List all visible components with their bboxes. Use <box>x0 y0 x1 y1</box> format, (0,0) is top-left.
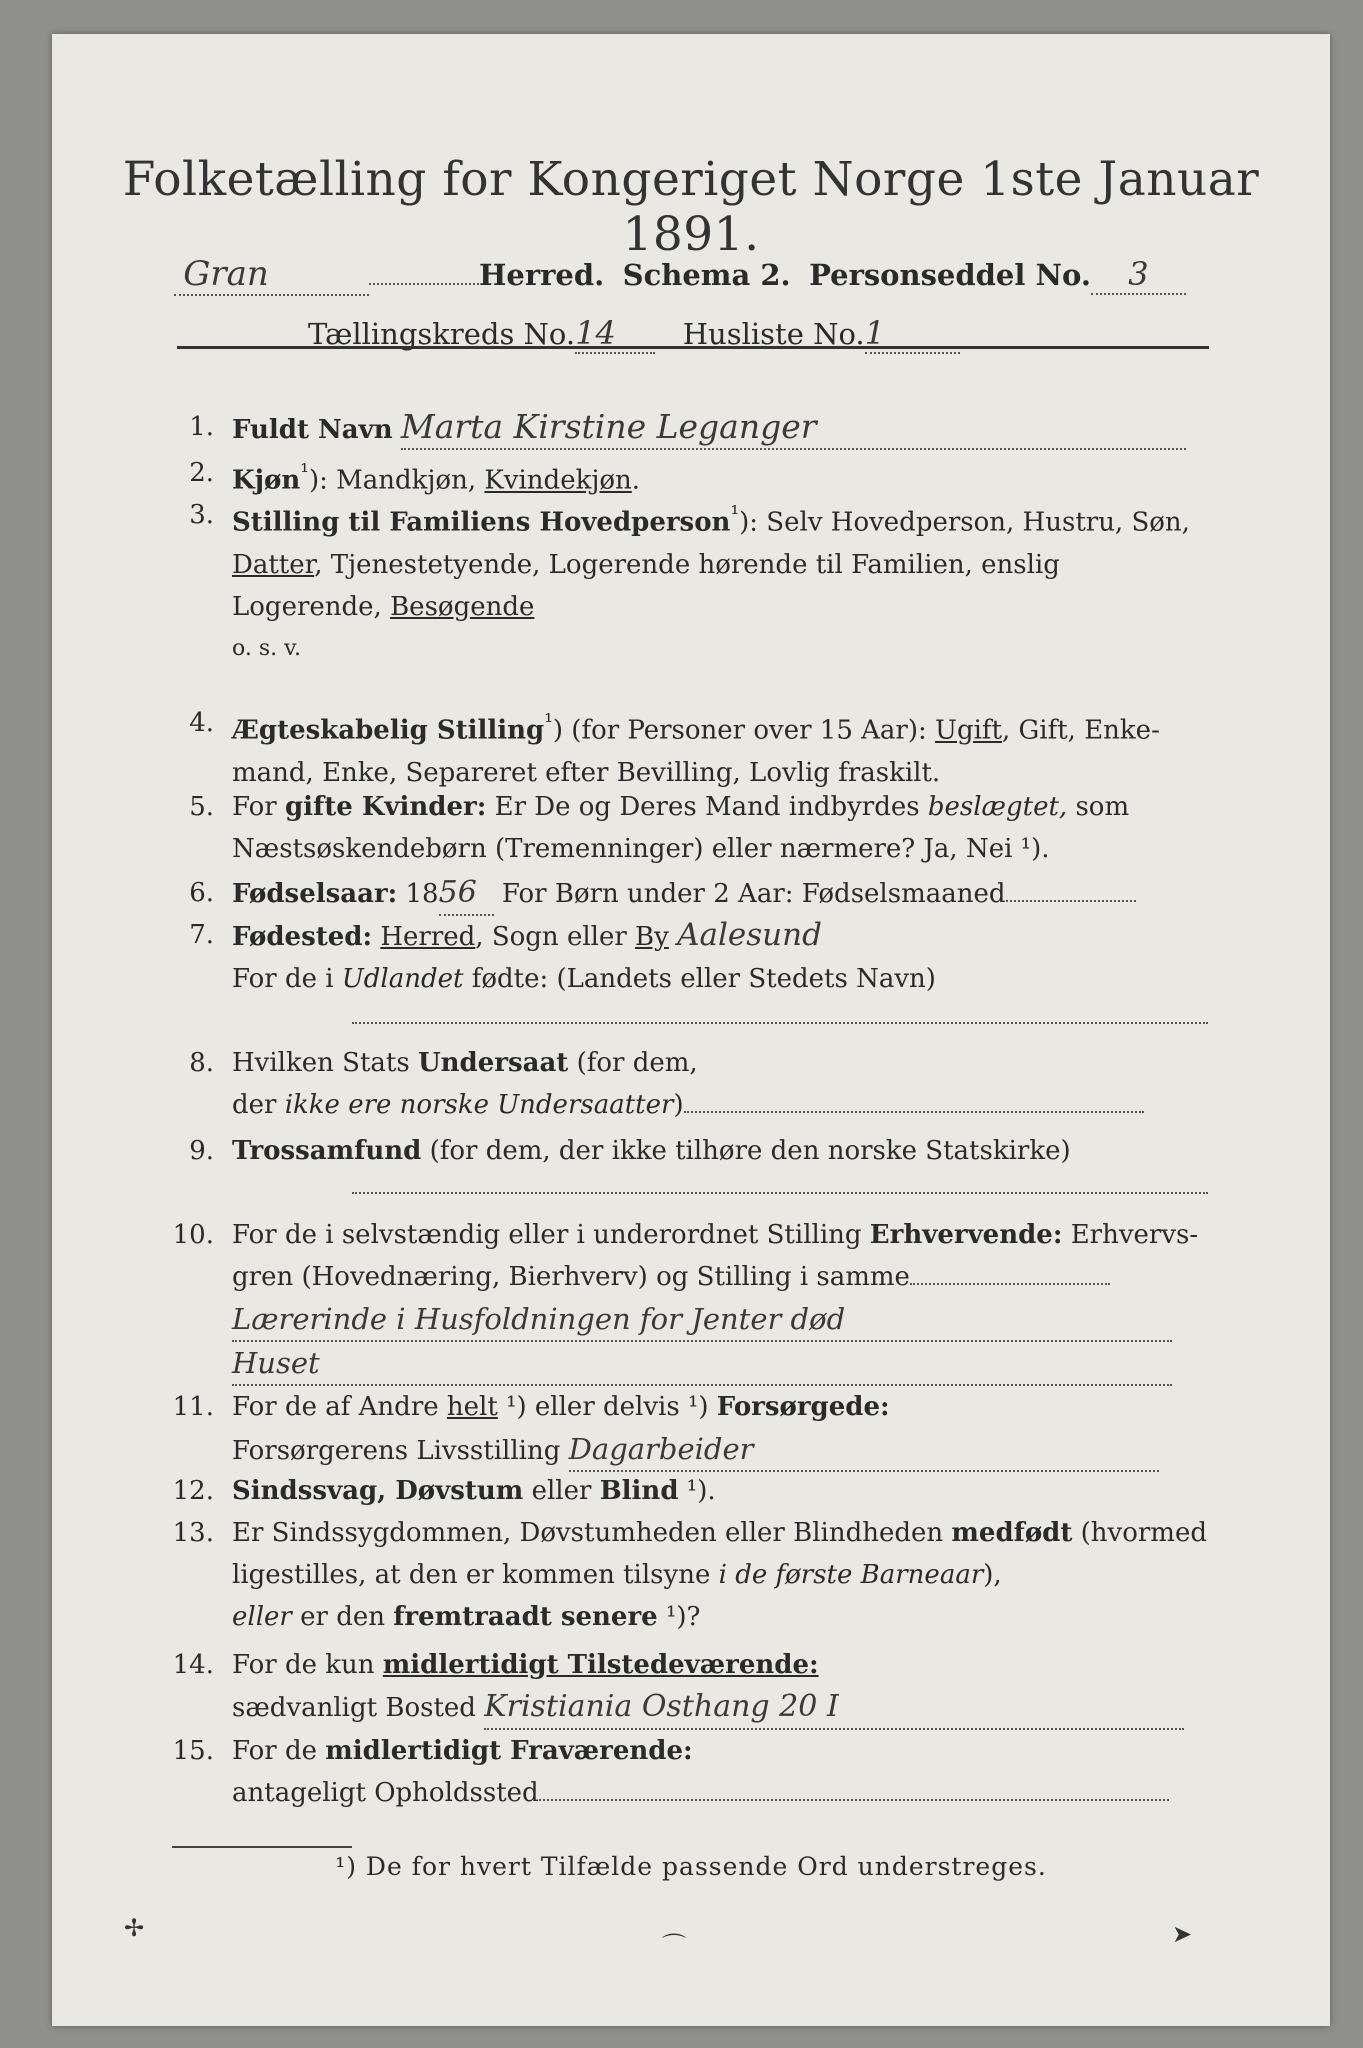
full-name-value: Marta Kirstine Leganger <box>401 406 1186 450</box>
item-9: 9. Trossamfund (for dem, der ikke tilhøre den norske Statskirke) <box>189 1136 1071 1166</box>
birth-year-value: 56 <box>439 872 494 916</box>
header-line-1 <box>174 254 1186 296</box>
item-5: 5. For gifte Kvinder: Er De og Deres Mand indbyrdes beslægtet, som Næstsøskendebørn (Tremenninger) eller nærmere? Ja, Nei ¹). <box>189 792 1130 864</box>
margin-mark-center: ⌒ <box>662 1932 686 1960</box>
taellingskreds-value: 14 <box>575 314 616 352</box>
birthplace-value: Aalesund <box>677 917 822 953</box>
item-2: 2. Kjøn$^{^1}$): Mandkjøn, Kvindekjøn. <box>189 458 641 496</box>
item-7: 7. Fødested: Herred, Sogn eller By Aalesund For de i Udlandet fødte: (Landets eller Stedets Navn) <box>189 917 936 994</box>
item-8: 8. Hvilken Stats Undersaat (for dem, der ikke ere norske Undersaatter) <box>172 1042 1217 1132</box>
item-10: 10. For de i selvstændig eller i underordnet Stilling Erhvervende: Erhvervs- gren (Hovednæring, Bierhverv) og Stilling i samme Lærerinde i Husfoldningen for Jenter død Huset <box>172 1214 1217 1384</box>
item-14: 14. For de kun midlertidigt Tilstedeværende: sædvanligt Bosted Kristiania Osthang 20 I <box>172 1644 1217 1734</box>
occupation-value-1: Lærerinde i Husfoldningen for Jenter død <box>232 1298 1172 1342</box>
item-1: 1. Fuldt Navn Marta Kirstine Leganger <box>172 406 1217 450</box>
herred-value: Gran <box>183 254 269 294</box>
item-6: 6. Fødselsaar: 1856 For Børn under 2 Aar: Fødselsmaaned <box>172 872 1217 916</box>
personseddel-label: Personseddel No. <box>809 258 1091 292</box>
item-12: 12. Sindssvag, Døvstum eller Blind ¹). <box>172 1476 716 1506</box>
form-title: Folketælling for Kongeriget Norge 1ste Januar 1891. <box>122 152 1260 262</box>
husliste-value: 1 <box>864 314 885 352</box>
personseddel-value: 3 <box>1128 255 1149 293</box>
provider-occupation-value: Dagarbeider <box>569 1428 1159 1472</box>
census-form <box>52 34 1330 2026</box>
husliste-label: Husliste No. <box>682 317 865 351</box>
item-3: 3. Stilling til Familiens Hovedperson$^{^1}$): Selv Hovedperson, Hustru, Søn, Datter, Tjenestetyende, Logerende hørende til Familien, enslig Logerende, Besøgende o. s. v. <box>189 500 1190 661</box>
footnote: ¹) De for hvert Tilfælde passende Ord understreges. <box>335 1852 1047 1881</box>
header-rule <box>177 346 1209 349</box>
margin-mark-left: ✢ <box>124 1914 145 1942</box>
item-11: 11. For de af Andre helt ¹) eller delvis ¹) Forsørgede: Forsørgerens Livsstilling Dagarbeider <box>172 1386 1217 1476</box>
usual-residence-value: Kristiania Osthang 20 I <box>484 1686 1184 1730</box>
taellingskreds-label: Tællingskreds No. <box>308 317 576 351</box>
item-13: 13. Er Sindssygdommen, Døvstumheden eller Blindheden medfødt (hvormed ligestilles, at den er kommen tilsyne i de første Barneaar), eller er den fremtraadt senere ¹)? <box>172 1518 1207 1632</box>
footnote-rule <box>172 1846 352 1848</box>
schema-label: Schema 2. <box>622 258 791 292</box>
occupation-value-2: Huset <box>232 1342 1172 1386</box>
herred-label: Herred. <box>479 258 605 292</box>
item-4: 4. Ægteskabelig Stilling$^{^1}$) (for Personer over 15 Aar): Ugift, Gift, Enke- mand, Enke, Separeret efter Bevilling, Lovlig fraskilt. <box>189 708 1160 788</box>
item-15: 15. For de midlertidigt Fraværende: antageligt Opholdssted <box>172 1730 1217 1820</box>
margin-mark-right: ➤ <box>1172 1920 1193 1948</box>
